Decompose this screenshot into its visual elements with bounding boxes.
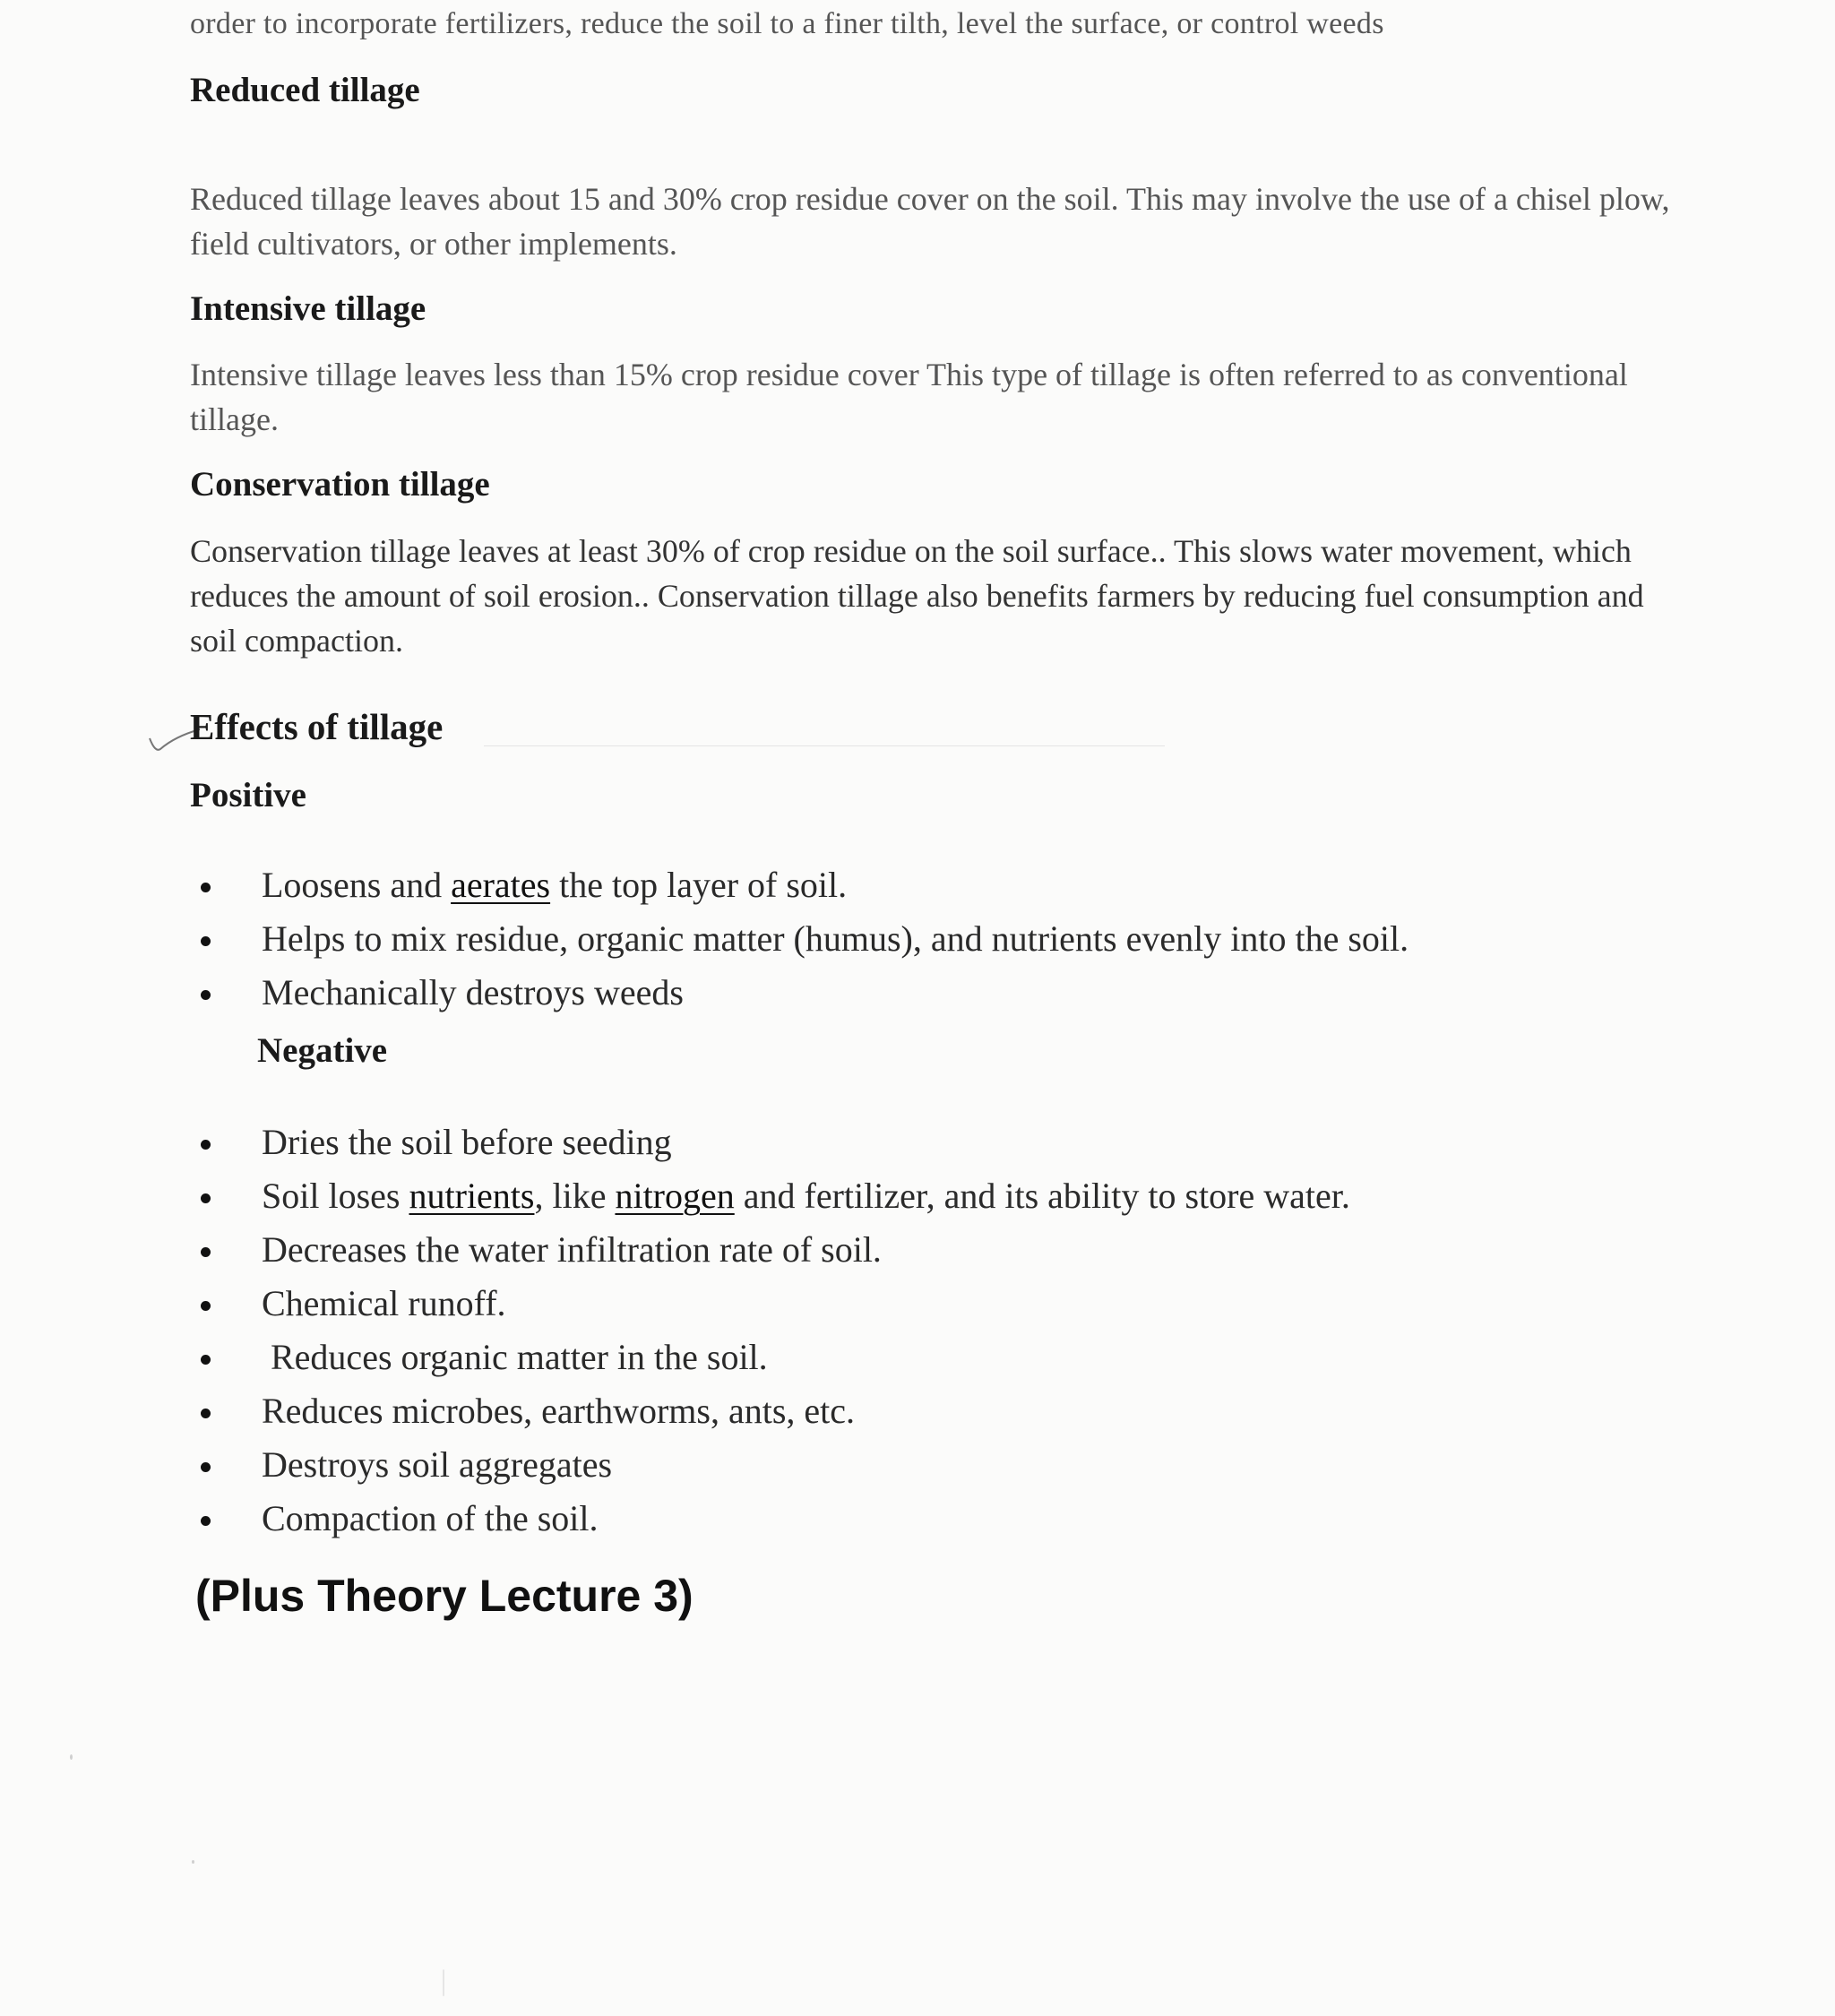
list-item: Decreases the water infiltration rate of soil. — [190, 1223, 1713, 1277]
list-item: Mechanically destroys weeds — [190, 966, 1713, 1020]
list-item: Reduces organic matter in the soil. — [190, 1331, 1713, 1384]
list-item — [190, 858, 1713, 912]
paragraph-reduced-tillage: Reduced tillage leaves about 15 and 30% crop residue cover on the soil. This may involve the use of a chisel plow, field cultivators, or other implements. — [190, 181, 1670, 262]
heading-effects-of-tillage: Effects of tillage — [190, 706, 444, 747]
continued-text-line: order to incorporate fertilizers, reduce the soil to a finer tilth, level the surface, or control weeds — [190, 7, 1384, 40]
positive-effects-list — [190, 858, 1713, 1020]
paragraph-conservation-tillage: Conservation tillage leaves at least 30% of crop residue on the soil surface.. This slows water movement, which reduces the amount of soil erosion.. Conservation tillage also benefits farmers by reducing fuel consumption and soil compaction. — [190, 533, 1644, 659]
list-item: Reduces microbes, earthworms, ants, etc. — [190, 1384, 1713, 1438]
list-item-text-end: and fertilizer, and its ability to store water. — [734, 1176, 1350, 1216]
list-item: Destroys soil aggregates — [190, 1438, 1713, 1492]
lecture-note: (Plus Theory Lecture 3) — [195, 1571, 694, 1621]
list-item-text-end: the top layer of soil. — [550, 865, 848, 905]
faint-rule-line — [484, 745, 1165, 746]
heading-positive: Positive — [190, 776, 306, 814]
list-item: Compaction of the soil. — [190, 1492, 1713, 1546]
paper-speck — [443, 1969, 444, 1996]
heading-negative: Negative — [257, 1031, 388, 1070]
list-item-text-start: Loosens and — [262, 865, 452, 905]
list-item: Chemical runoff. — [190, 1277, 1713, 1331]
list-item: Dries the soil before seeding — [190, 1116, 1713, 1169]
heading-conservation-tillage: Conservation tillage — [190, 465, 490, 504]
heading-intensive-tillage: Intensive tillage — [190, 289, 426, 328]
list-item-text-mid: , like — [534, 1176, 616, 1216]
heading-reduced-tillage: Reduced tillage — [190, 71, 420, 109]
aerates-link[interactable]: aerates — [451, 865, 551, 905]
paper-speck — [70, 1754, 73, 1760]
nitrogen-link[interactable]: nitrogen — [615, 1176, 735, 1216]
nutrients-link[interactable]: nutrients — [409, 1176, 535, 1216]
paragraph-intensive-tillage: Intensive tillage leaves less than 15% crop residue cover This type of tillage is often referred to as conventional tillage. — [190, 357, 1628, 437]
negative-effects-list — [190, 1116, 1713, 1546]
paper-speck — [192, 1860, 194, 1864]
list-item: Helps to mix residue, organic matter (humus), and nutrients evenly into the soil. — [190, 912, 1713, 966]
list-item-text-start: Soil loses — [262, 1176, 409, 1216]
list-item — [190, 1169, 1713, 1223]
